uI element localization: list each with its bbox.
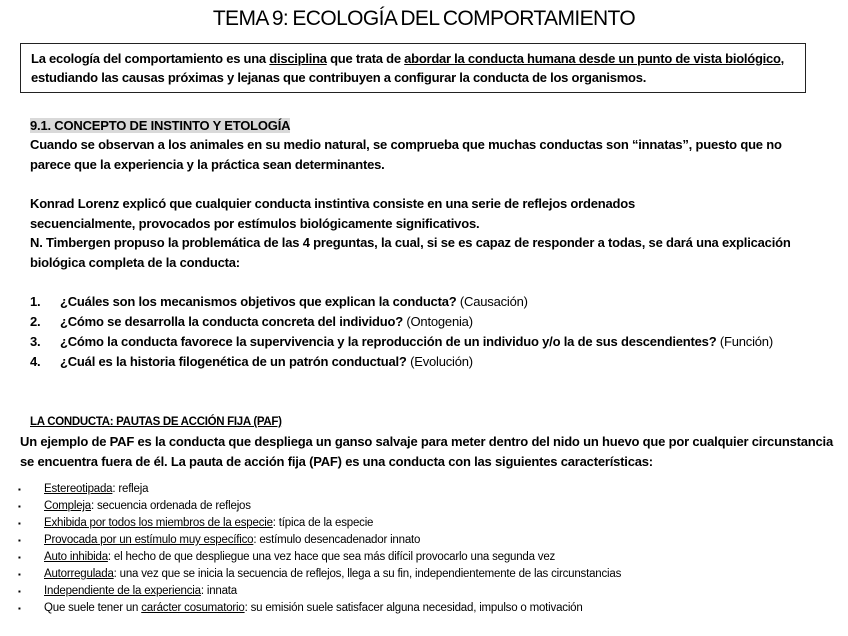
characteristic-term: carácter cosumatorio — [141, 602, 245, 614]
characteristic-item — [18, 583, 818, 600]
question-item — [30, 292, 820, 312]
characteristic-item — [18, 515, 818, 532]
characteristic-term: Auto inhibida — [44, 551, 108, 563]
paragraph-lorenz: Konrad Lorenz explicó que cualquier conducta instintiva consiste en una serie de reflejos ordenados secuencialmente, provocados por estímulos biológicamente significativos. — [30, 196, 636, 231]
section-heading-wrap — [30, 116, 290, 136]
question-number: 3. — [30, 334, 41, 349]
characteristics-list — [18, 481, 818, 617]
characteristic-desc: : una vez que se inicia la secuencia de reflejos, llega a su fin, independientemente de las circunstancias — [113, 568, 622, 580]
paf-section-title: LA CONDUCTA: PAUTAS DE ACCIÓN FIJA (PAF) — [30, 416, 282, 428]
bullet-icon: ▪ — [18, 536, 21, 545]
question-item — [30, 352, 820, 372]
characteristic-text — [44, 532, 420, 549]
bullet-icon: ▪ — [18, 570, 21, 579]
question-text-wrap — [60, 312, 820, 332]
question-text-wrap — [60, 332, 820, 352]
question-text: ¿Cuáles son los mecanismos objetivos que explican la conducta? — [60, 294, 457, 309]
characteristic-text — [44, 515, 373, 532]
bullet-icon: ▪ — [18, 502, 21, 511]
characteristic-desc: : refleja — [112, 483, 149, 495]
question-number: 1. — [30, 294, 41, 309]
paf-intro-paragraph: Un ejemplo de PAF es la conducta que despliega un ganso salvaje para meter dentro del nido un huevo que por cualquier circunstancia se encuentra fuera de él. La pauta de acción fija (PAF) es una conducta con las siguientes características: — [20, 434, 833, 469]
question-number: 4. — [30, 354, 41, 369]
characteristic-text — [44, 549, 555, 566]
question-note: (Función) — [719, 334, 773, 349]
characteristic-prefix: Que suele tener un — [44, 602, 142, 614]
characteristic-term: Autorregulada — [44, 568, 114, 580]
bullet-icon: ▪ — [18, 485, 21, 494]
characteristic-item — [18, 498, 818, 515]
intro-underline-2: abordar la conducta humana desde un punto de vista biológico — [404, 51, 781, 66]
page-title: TEMA 9: ECOLOGÍA DEL COMPORTAMIENTO — [212, 7, 636, 30]
characteristic-text — [44, 583, 237, 600]
question-note: (Ontogenia) — [406, 314, 473, 329]
question-text: ¿Cuál es la historia filogenética de un patrón conductual? — [60, 354, 407, 369]
characteristic-desc: : el hecho de que despliegue una vez hace que sea más difícil provocarlo una segunda vez — [107, 551, 556, 563]
question-number: 2. — [30, 314, 41, 329]
characteristic-text — [44, 498, 251, 515]
intro-text-3: , estudiando las causas próximas y lejanas que contribuyen a configurar la conducta de los organismos. — [31, 51, 785, 85]
intro-text-2: que trata de — [326, 51, 405, 66]
bullet-icon: ▪ — [18, 604, 21, 613]
characteristic-desc: : su emisión suele satisfacer alguna necesidad, impulso o motivación — [244, 602, 583, 614]
question-note: (Evolución) — [410, 354, 473, 369]
characteristic-desc: : típica de la especie — [272, 517, 374, 529]
characteristic-item — [18, 566, 818, 583]
characteristic-term: Compleja — [44, 500, 91, 512]
characteristic-term: Estereotipada — [44, 483, 113, 495]
characteristic-text — [44, 566, 621, 583]
paragraph-timbergen: N. Timbergen propuso la problemática de las 4 preguntas, la cual, si se es capaz de responder a todas, se dará una explicación biológica completa de la conducta: — [30, 235, 791, 270]
characteristic-text — [44, 600, 583, 617]
questions-list — [30, 292, 820, 372]
characteristic-item — [18, 481, 818, 498]
characteristic-desc: : innata — [200, 585, 237, 597]
intro-box — [20, 43, 806, 93]
bullet-icon: ▪ — [18, 587, 21, 596]
question-item — [30, 332, 820, 352]
question-item — [30, 312, 820, 332]
characteristic-term: Exhibida por todos los miembros de la especie — [44, 517, 273, 529]
characteristic-item — [18, 532, 818, 549]
question-text-wrap — [60, 292, 820, 312]
question-text-wrap — [60, 352, 820, 372]
characteristic-text — [44, 481, 148, 498]
bullet-icon: ▪ — [18, 553, 21, 562]
question-note: (Causación) — [459, 294, 528, 309]
bullet-icon: ▪ — [18, 519, 21, 528]
intro-text-1: La ecología del comportamiento es una — [31, 51, 270, 66]
characteristic-item — [18, 600, 818, 617]
characteristic-desc: : estímulo desencadenador innato — [253, 534, 421, 546]
section-heading: 9.1. CONCEPTO DE INSTINTO Y ETOLOGÍA — [30, 118, 291, 133]
intro-underline-1: disciplina — [269, 51, 327, 66]
characteristic-desc: : secuencia ordenada de reflejos — [90, 500, 251, 512]
characteristic-item — [18, 549, 818, 566]
characteristic-term: Provocada por un estímulo muy específico — [44, 534, 254, 546]
question-text: ¿Cómo se desarrolla la conducta concreta del individuo? — [60, 314, 403, 329]
characteristic-term: Independiente de la experiencia — [44, 585, 201, 597]
paragraph-innate: Cuando se observan a los animales en su medio natural, se comprueba que muchas conductas son “innatas”, puesto que no parece que la experiencia y la práctica sean determinantes. — [30, 137, 782, 172]
question-text: ¿Cómo la conducta favorece la supervivencia y la reproducción de un individuo y/o la de sus descendientes? — [60, 334, 717, 349]
